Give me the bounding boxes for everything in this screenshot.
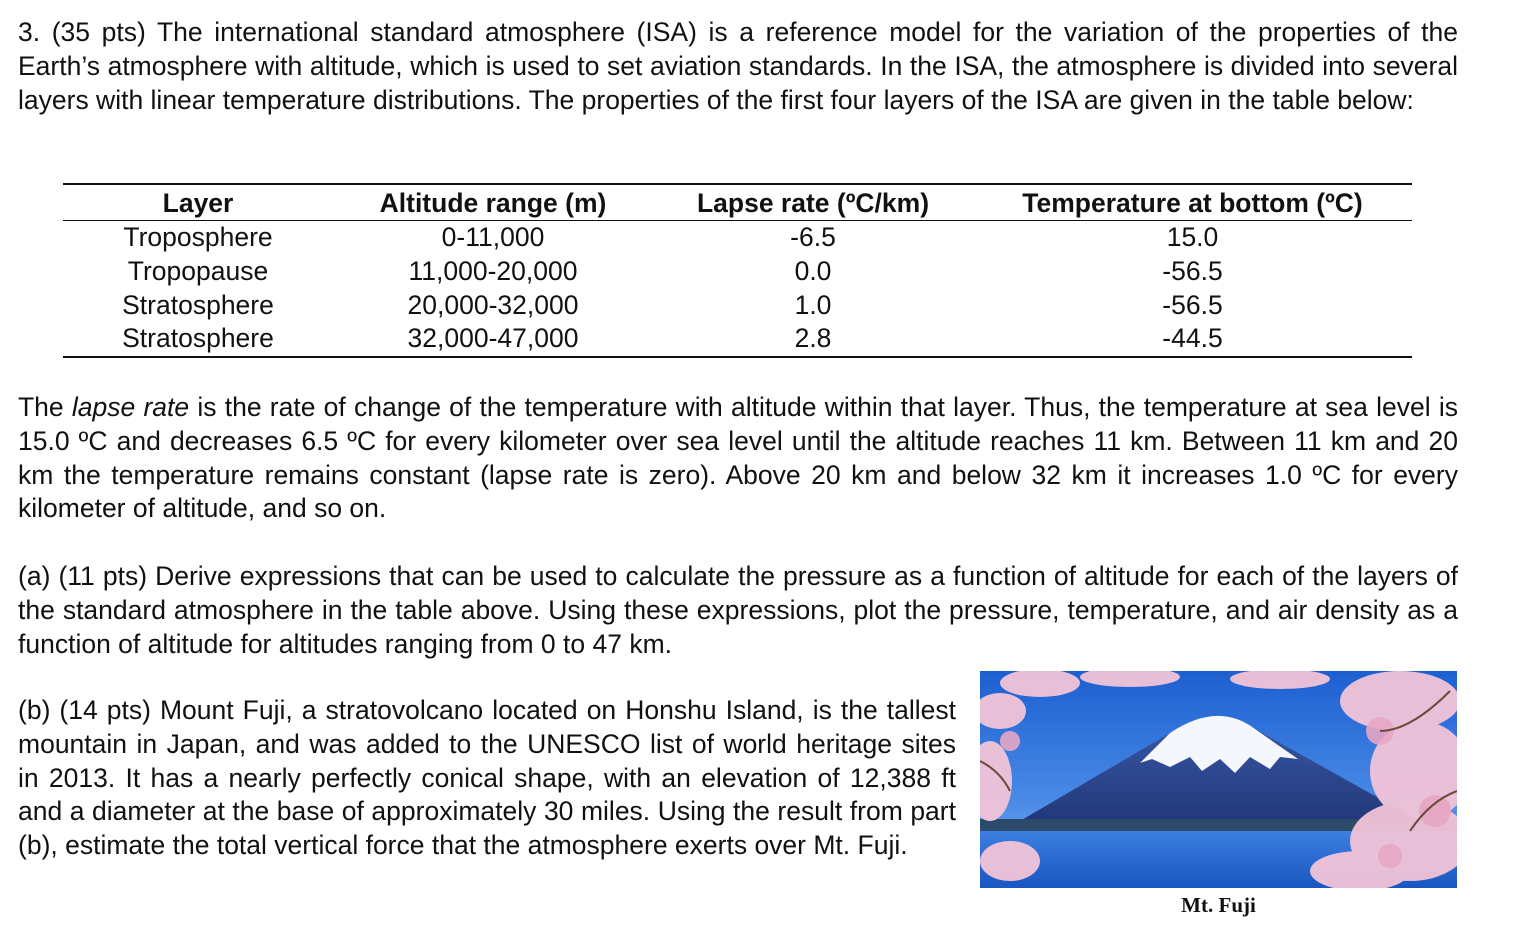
header-lapse-rate: Lapse rate (ºC/km) — [696, 188, 930, 218]
cell-lapse-rate: 0.0 — [794, 255, 832, 286]
header-temperature-bottom: Temperature at bottom (ºC) — [1022, 188, 1363, 218]
cell-layer: Troposphere — [123, 222, 273, 252]
header-layer: Layer — [162, 188, 234, 218]
lapse-text-start: The — [18, 392, 72, 422]
part-a: (a) (11 pts) Derive expressions that can be used to calculate the pressure as a function of altitude for each of the layers of the standard atmosphere in the table above. Using these expressions, plot the pressure, temperature, and air density as a function of altitude for altitudes ranging from 0 to 47 km. — [18, 561, 1458, 659]
isa-layers-table — [63, 183, 1412, 358]
cell-lapse-rate: 1.0 — [794, 289, 832, 320]
table-row — [63, 322, 1412, 357]
table-header-row — [63, 184, 1412, 221]
cell-layer: Tropopause — [127, 255, 269, 286]
part-b: (b) (14 pts) Mount Fuji, a stratovolcano located on Honshu Island, is the tallest mountain in Japan, and was added to the UNESCO list of world heritage sites in 2013. It has a nearly perfectly conical shape, with an elevation of 12,388 ft and a diameter at the base of approximately 30 miles. Using the result from part (b), estimate the total vertical force that the atmosphere exerts over Mt. Fuji. — [18, 695, 956, 861]
table-row — [63, 221, 1412, 255]
cell-layer: Stratosphere — [122, 323, 274, 354]
cell-temperature: -56.5 — [1162, 255, 1223, 286]
lapse-rate-term: lapse rate — [71, 392, 190, 422]
cell-altitude-range: 11,000-20,000 — [408, 255, 578, 286]
cell-temperature: -44.5 — [1162, 323, 1223, 354]
cell-altitude-range: 0-11,000 — [441, 222, 545, 252]
lapse-text-rest: is the rate of change of the temperature with altitude within that layer. Thus, the temperature at sea level is 15.0 ºC and decreases 6.5 ºC for every kilometer over sea level until the altitude reaches 11 km. Between 11 km and 20 km the temperature remains constant (lapse rate is zero). Above 20 km and below 32 km it increases 1.0 ºC for every kilometer of altitude, and so on. — [18, 392, 1458, 524]
cell-altitude-range: 20,000-32,000 — [407, 289, 579, 320]
mt-fuji-photo — [980, 671, 1457, 888]
lapse-rate-paragraph — [18, 391, 1458, 526]
problem-intro: 3. (35 pts) The international standard atmosphere (ISA) is a reference model for the variation of the properties of the Earth’s atmosphere with altitude, which is used to set aviation standards. In the ISA, the atmosphere is divided into several layers with linear temperature distributions. The properties of the first four layers of the ISA are given in the table below: — [18, 17, 1458, 115]
cell-temperature: 15.0 — [1166, 222, 1219, 252]
table-row — [63, 255, 1412, 289]
figure-caption: Mt. Fuji — [1181, 893, 1256, 917]
cell-temperature: -56.5 — [1162, 289, 1223, 320]
cell-lapse-rate: 2.8 — [794, 323, 832, 354]
cell-altitude-range: 32,000-47,000 — [407, 323, 579, 354]
cell-lapse-rate: -6.5 — [790, 222, 836, 252]
cell-layer: Stratosphere — [122, 289, 274, 320]
table-row — [63, 289, 1412, 323]
header-altitude-range: Altitude range (m) — [379, 188, 607, 218]
